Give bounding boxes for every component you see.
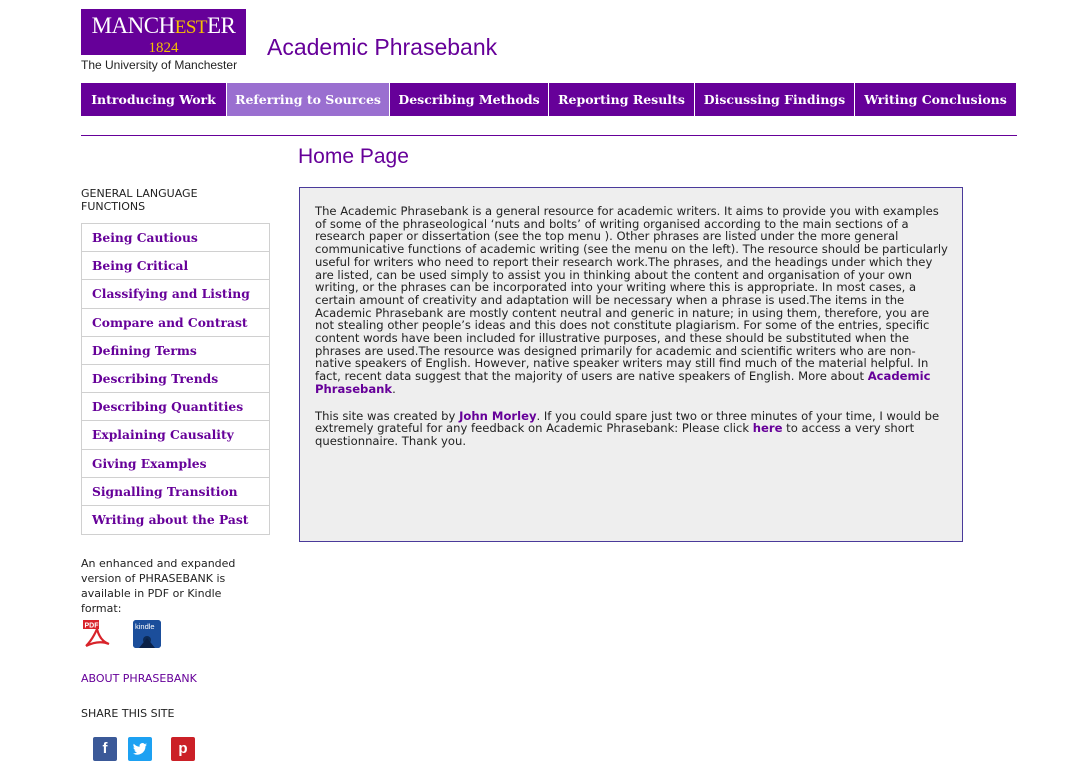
logo-subtitle: The University of Manchester [81,58,238,72]
pdf-icon-label: PDF [84,622,99,630]
sidebar-menu [81,223,270,535]
header-divider [81,135,1017,136]
nav-discussing-findings[interactable]: Discussing Findings [695,83,855,116]
pdf-icon[interactable] [82,620,112,648]
sidebar-item-defining-terms[interactable]: Defining Terms [82,337,269,365]
nav-referring-to-sources[interactable]: Referring to Sources [227,83,390,116]
nav-introducing-work[interactable]: Introducing Work [81,83,227,116]
nav-describing-methods[interactable]: Describing Methods [390,83,549,116]
intro-panel [299,187,963,542]
sidebar-item-being-cautious[interactable]: Being Cautious [82,224,269,252]
site-title[interactable]: Academic Phrasebank [267,34,498,60]
logo-year: 1824 [148,40,179,56]
sidebar-item-being-critical[interactable]: Being Critical [82,252,269,280]
page-title: Home Page [298,145,409,168]
facebook-icon[interactable]: f [93,737,117,761]
pinterest-icon[interactable]: p [171,737,195,761]
about-phrasebank-link[interactable]: ABOUT PHRASEBANK [81,672,197,685]
sidebar-item-compare-and-contrast[interactable]: Compare and Contrast [82,309,269,337]
sidebar-item-classifying-and-listing[interactable]: Classifying and Listing [82,280,269,308]
sidebar-item-giving-examples[interactable]: Giving Examples [82,450,269,478]
kindle-icon-label: kindle [135,622,155,631]
intro-paragraph: The Academic Phrasebank is a general resource for academic writers. It aims to provide you with examples of some of the phraseological ‘nuts and bolts’ of writing organised according to the main sections of a research paper or dissertation (see the top menu ). Other phrases are listed under the more general communicative functions of academic writing (see the menu on the left). The resource should be particularly useful for writers who need to report their research work.The phrases, and the headings under which they are listed, can be used simply to assist you in thinking about the content and organisation of your own writing, or the phrases can be incorporated into your writing where this is appropriate. In most cases, a certain amount of creativity and adaptation will be necessary when a phrase is used.The items in the Academic Phrasebank are mostly content neutral and generic in nature; in using them, therefore, you are not stealing other people’s ideas and this does not constitute plagiarism. For some of the entries, specific content words have been included for illustrative purposes, and these should be substituted when the phrases are used.The resource was designed primarily for academic and scientific writers who are non-native speakers of English. However, native speaker writers may still find much of the material helpful. In fact, recent data suggest that the majority of users are native speakers of English. More about Academic Phrasebank. [315,204,948,396]
share-heading: SHARE THIS SITE [81,707,175,720]
sidebar-item-signalling-transition[interactable]: Signalling Transition [82,478,269,506]
nav-reporting-results[interactable]: Reporting Results [549,83,695,116]
sidebar-item-describing-quantities[interactable]: Describing Quantities [82,393,269,421]
author-link[interactable]: John Morley [459,408,537,423]
sidebar-heading: GENERAL LANGUAGE FUNCTIONS [81,187,198,213]
top-nav [81,83,1017,116]
logo-wordmark: MANCHESTER [91,13,236,38]
feedback-paragraph: This site was created by John Morley. If you could spare just two or three minutes of your time, I would be extremely grateful for any feedback on Academic Phrasebank: Please click here to access a very short questionnaire. Thank you. [315,408,940,448]
sidebar-item-describing-trends[interactable]: Describing Trends [82,365,269,393]
questionnaire-link[interactable]: here [752,421,783,436]
kindle-icon[interactable] [133,620,161,648]
nav-writing-conclusions[interactable]: Writing Conclusions [855,83,1017,116]
promo-text: An enhanced and expanded version of PHRASEBANK is available in PDF or Kindle format: [81,557,236,615]
more-about-link[interactable]: Academic Phrasebank [315,369,931,396]
twitter-icon[interactable] [128,737,152,761]
university-logo[interactable] [81,9,246,55]
sidebar-item-writing-about-the-past[interactable]: Writing about the Past [92,511,249,527]
sidebar-item-explaining-causality[interactable]: Explaining Causality [82,421,269,449]
